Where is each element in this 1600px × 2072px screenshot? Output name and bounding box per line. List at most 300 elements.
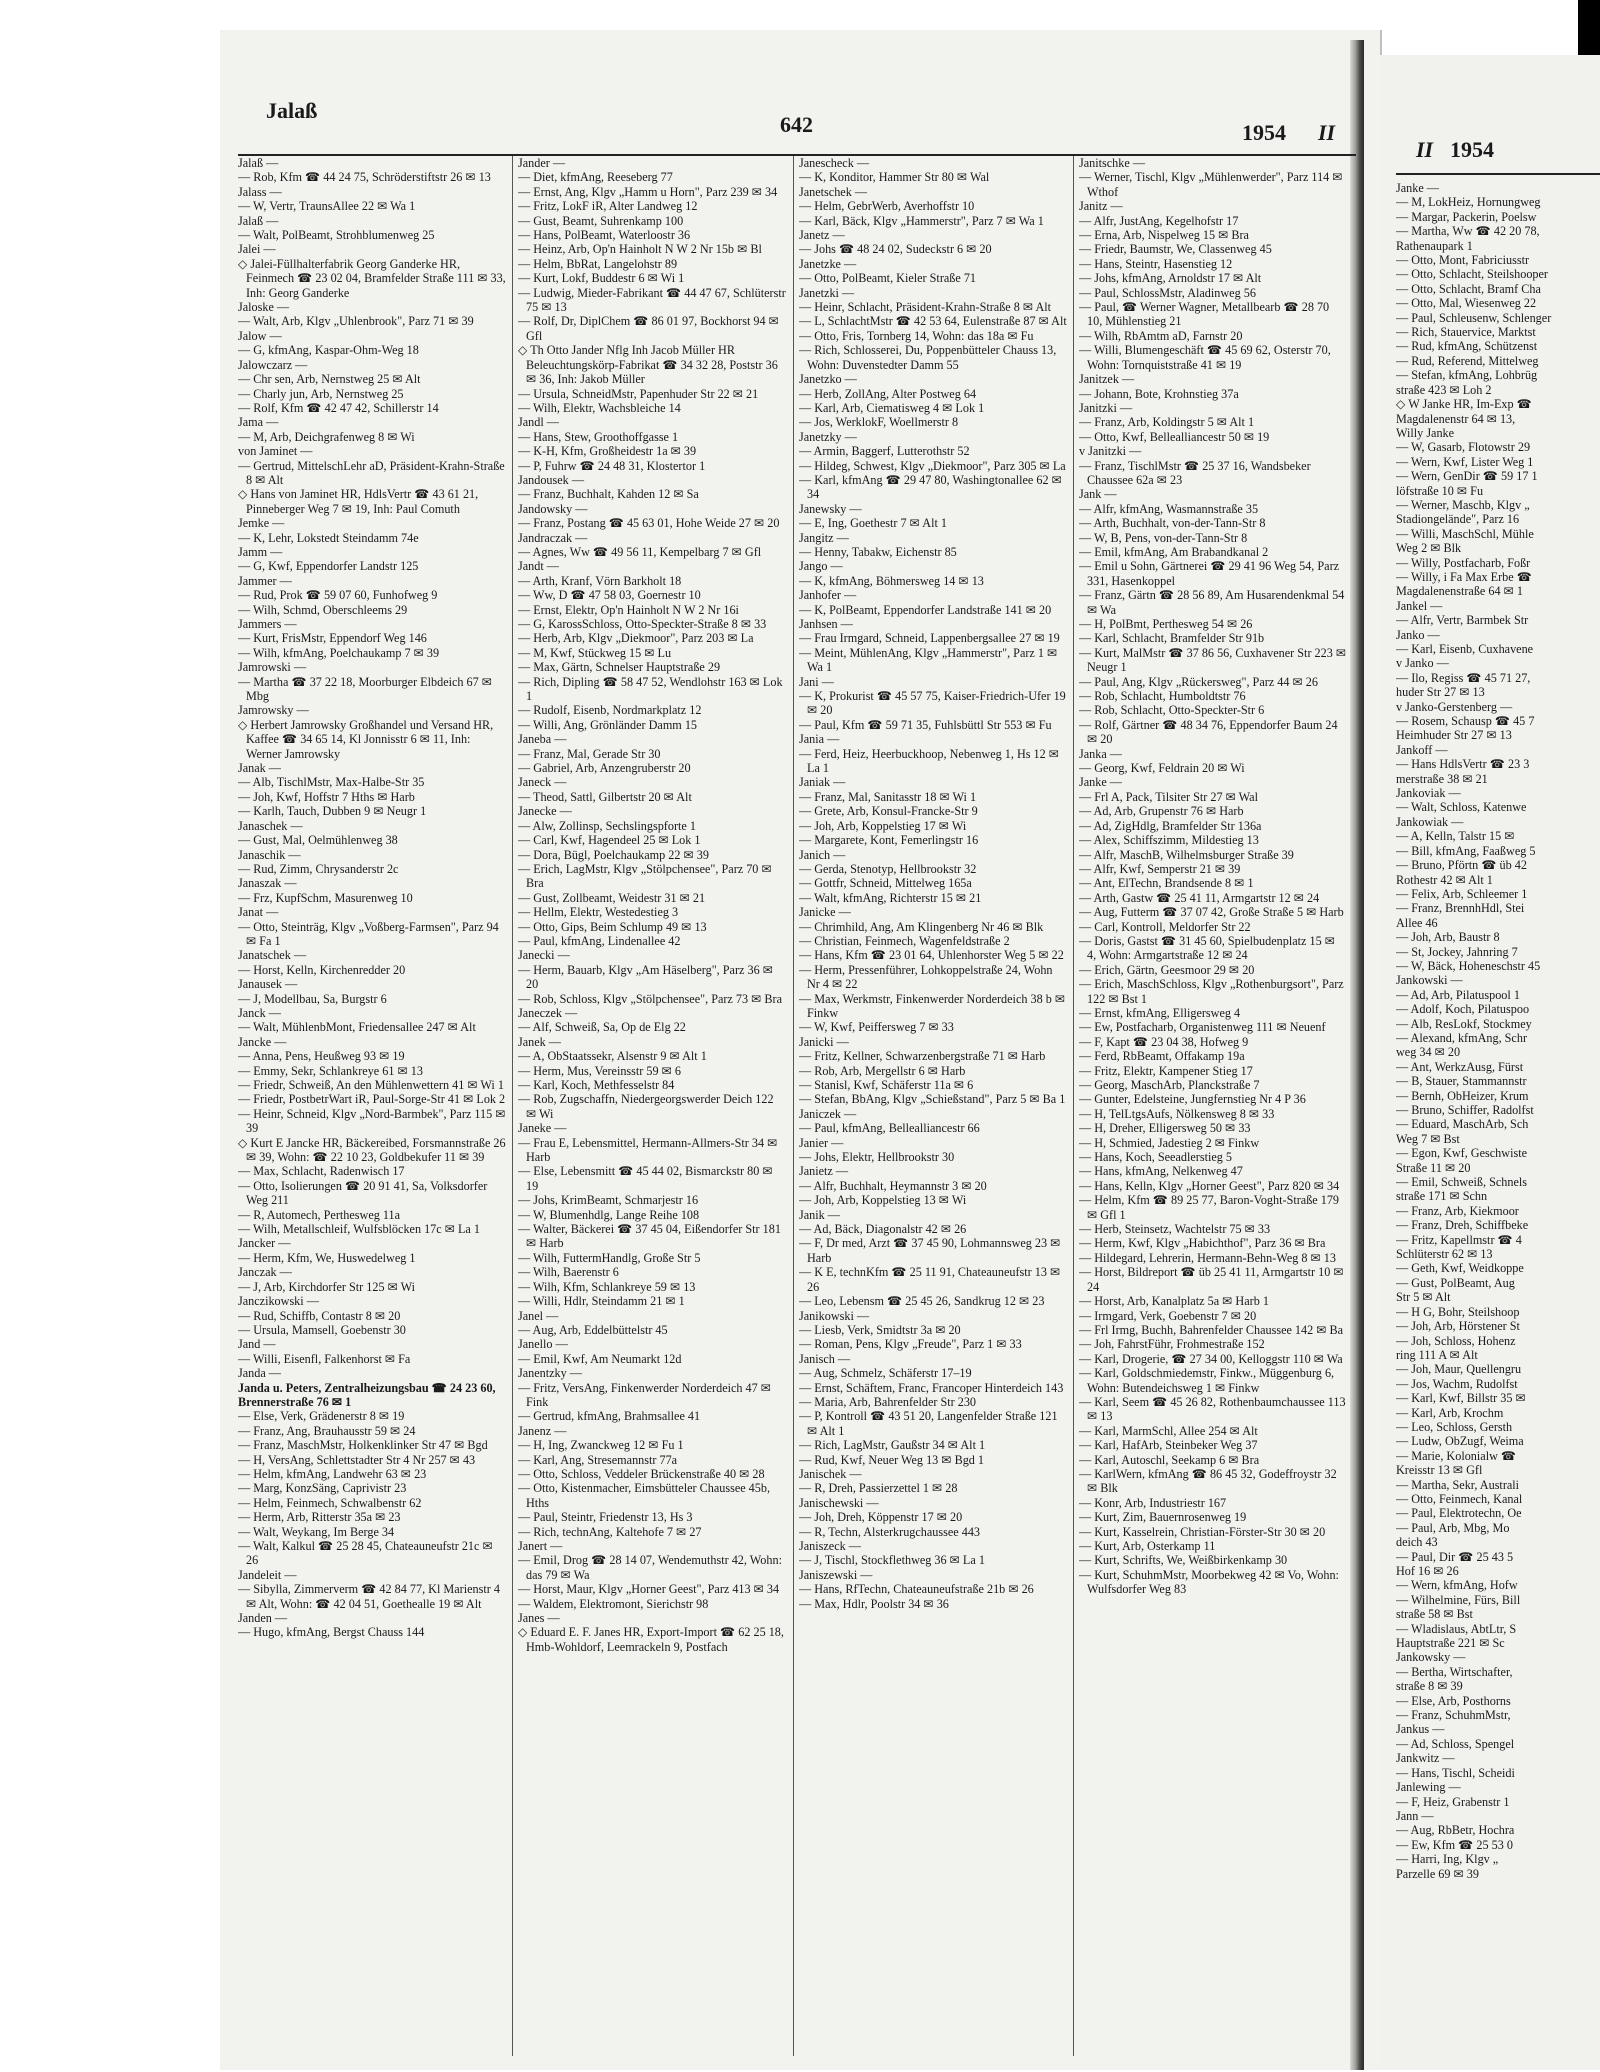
directory-entry: — Agnes, Ww ☎ 49 56 11, Kempelbarg 7 ✉ Gfl xyxy=(518,544,762,559)
directory-entry: — Rob, Schlacht, Otto-Speckter-Str 6 xyxy=(1079,703,1265,718)
surname-heading: Jangitz — xyxy=(799,530,849,545)
directory-entry: — Marg, KonzSäng, Caprivistr 23 xyxy=(238,1481,407,1496)
directory-entry: — Karl, Autoschl, Seekamp 6 ✉ Bra xyxy=(1079,1452,1260,1467)
directory-entry: — Martha, Ww ☎ 42 20 78, xyxy=(1396,224,1540,239)
directory-entry: — Joh, Arb, Baustr 8 xyxy=(1396,930,1500,945)
directory-entry: — Harri, Ing, Klgv „ xyxy=(1396,1852,1499,1867)
directory-entry: — Emil, kfmAng, Am Brabandkanal 2 xyxy=(1079,544,1269,559)
directory-entry: — Karl, Arb, Ciematisweg 4 ✉ Lok 1 xyxy=(799,400,985,415)
directory-entry: — Aug, Futterm ☎ 37 07 42, Große Straße 5 ✉ Harb xyxy=(1079,905,1344,920)
directory-entry: — Hans, Kfm ☎ 23 01 64, Uhlenhorster Weg 5 ✉ 22 xyxy=(799,948,1064,963)
directory-entry: — Heinr, Schlacht, Präsident-Krahn-Straße 8 ✉ Alt xyxy=(799,300,1052,315)
directory-entry: — Stefan, BbAng, Klgv „Schießstand", Parz 5 ✉ Ba 1 xyxy=(799,1092,1066,1107)
surname-heading: Janck — xyxy=(238,1005,281,1020)
directory-entry: — Otto, Kwf, Belleallianсestr 50 ✉ 19 xyxy=(1079,429,1270,444)
surname-heading: Janetzke — xyxy=(799,256,857,271)
surname-heading: Janczikowski — xyxy=(238,1294,319,1309)
surname-heading: Janden — xyxy=(238,1611,288,1626)
directory-entry: — Paul, SchlossMstr, Aladinweg 56 xyxy=(1079,285,1256,300)
directory-entry: — Wilh, FuttermHandlg, Große Str 5 xyxy=(518,1250,701,1265)
surname-heading: Jankel — xyxy=(1396,598,1443,613)
directory-entry: — Willi, Blumengeschäft ☎ 45 69 62, Osterstr 70, Wohn: Tornquiststraße 41 ✉ 19 xyxy=(1079,343,1331,372)
directory-entry: — Franz, Mal, Sanitasstr 18 ✉ Wi 1 xyxy=(799,789,977,804)
directory-entry: — Walt, Arb, Klgv „Uhlenbrook", Parz 71 ✉ 39 xyxy=(238,314,474,329)
directory-entry: — Aug, Arb, Eddelbüttelstr 45 xyxy=(518,1322,668,1337)
directory-entry: — Franz, Ang, Brauhausstr 59 ✉ 24 xyxy=(238,1423,416,1438)
directory-entry: — Ursula, SchneidMstr, Papenhuder Str 22 ✉ 21 xyxy=(518,386,759,401)
directory-entry: — Otto, Feinmech, Kanal xyxy=(1396,1491,1523,1506)
directory-entry: — Wilh, Schmd, Oberschleems 29 xyxy=(238,602,408,617)
surname-heading: Jandeleit — xyxy=(238,1567,297,1582)
surname-heading: Jalei — xyxy=(238,242,276,257)
directory-entry: — Franz, Mal, Gerade Str 30 xyxy=(518,746,661,761)
directory-entry: — Wladislaus, AbtLtr, S xyxy=(1396,1621,1517,1636)
directory-entry: — Otto, Schlacht, Bramf Cha xyxy=(1396,281,1541,296)
surname-heading: Jancke — xyxy=(238,1034,287,1049)
directory-entry: — Helm, BbRat, Langelohstr 89 xyxy=(518,256,678,271)
surname-heading: Janaschek — xyxy=(238,818,303,833)
surname-heading: Jalow — xyxy=(238,328,282,343)
directory-entry: — Karl, Schlacht, Bramfelder Str 91b xyxy=(1079,631,1265,646)
surname-heading: Janik — xyxy=(799,1207,840,1222)
surname-heading: Janetzki — xyxy=(799,285,855,300)
directory-entry: — Roman, Pens, Klgv „Freude", Parz 1 ✉ 33 xyxy=(799,1337,1022,1352)
directory-entry: — Willy, Postfacharb, Foßr xyxy=(1396,555,1531,570)
directory-entry: — Otto, Schloss, Veddeler Brückenstraße 40 ✉ 28 xyxy=(518,1466,765,1481)
surname-heading: Janitschke — xyxy=(1079,156,1146,170)
directory-entry: — Ludw, ObZugf, Weima xyxy=(1396,1434,1524,1449)
directory-entry: — Joh, Arb, Hörstener St xyxy=(1396,1319,1520,1334)
directory-entry: — Fritz, Elektr, Kampener Stieg 17 xyxy=(1079,1063,1253,1078)
directory-entry: — Jos, WerklokF, Woellmerstr 8 xyxy=(799,415,959,430)
directory-column-1 xyxy=(238,156,506,2056)
directory-entry: — J, Modellbau, Sa, Burgstr 6 xyxy=(238,991,387,1006)
directory-entry: Str 5 ✉ Alt xyxy=(1396,1290,1451,1305)
directory-entry: — Karl, Koch, Methfesselstr 84 xyxy=(518,1078,675,1092)
directory-entry: — Ad, ZigHdlg, Bramfelder Str 136a xyxy=(1079,818,1262,833)
surname-heading: Janak — xyxy=(238,761,281,776)
surname-heading: Janausek — xyxy=(238,977,298,992)
directory-entry: — W, Bäck, Hoheneschstr 45 xyxy=(1396,958,1541,973)
directory-entry: — Ad, Arb, Grupenstr 76 ✉ Harb xyxy=(1079,804,1244,819)
directory-entry: — Karl, HafArb, Steinbeker Weg 37 xyxy=(1079,1438,1258,1453)
directory-entry: — K, Konditor, Hammer Str 80 ✉ Wal xyxy=(799,170,990,185)
surname-heading: Janek — xyxy=(518,1034,561,1049)
directory-entry: — Rolf, Kfm ☎ 42 47 42, Schillerstr 14 xyxy=(238,400,439,415)
directory-entry: Rothestr 42 ✉ Alt 1 xyxy=(1396,872,1493,887)
directory-entry: — L, SchlachtMstr ☎ 42 53 64, Eulenstraße 87 ✉ Alt xyxy=(799,314,1067,329)
surname-heading: Janiczek — xyxy=(799,1106,857,1121)
directory-entry: — Grete, Arb, Konsul-Francke-Str 9 xyxy=(799,804,978,819)
directory-entry: — Franz, Postang ☎ 45 63 01, Hohe Weide 27 ✉ 20 xyxy=(518,516,780,531)
directory-entry: — K, Prokurist ☎ 45 57 75, Kaiser-Friedrich-Ufer 19 ✉ 20 xyxy=(799,689,1066,718)
directory-entry: — Gertrud, MittelschLehr aD, Präsident-Krahn-Straße 8 ✉ Alt xyxy=(238,458,505,487)
directory-entry: straße 423 ✉ Loh 2 xyxy=(1396,382,1492,397)
directory-entry: — Karl, Seem ☎ 45 26 82, Rothenbaumchaussee 113 ✉ 13 xyxy=(1079,1394,1346,1424)
directory-entry: — Jos, Wachm, Rudolfst xyxy=(1396,1376,1518,1391)
directory-entry: — Franz, Arb, Kiekmoor xyxy=(1396,1203,1519,1218)
surname-heading: Janello — xyxy=(518,1337,568,1352)
directory-entry: — Joh, Arb, Koppelstieg 17 ✉ Wi xyxy=(799,818,967,833)
directory-entry: — Alexand, kfmAng, Schr xyxy=(1396,1030,1527,1045)
directory-entry: — R, Dreh, Passierzettel 1 ✉ 28 xyxy=(799,1481,958,1496)
directory-entry: — Walt, Schloss, Katenwe xyxy=(1396,800,1527,815)
surname-heading: Jamrowsky — xyxy=(238,703,309,718)
directory-entry: — Frz, KupfSchm, Masurenweg 10 xyxy=(238,890,413,905)
directory-entry: — Stefan, kfmAng, Lohbrüg xyxy=(1396,368,1538,383)
directory-entry: — H, Schmied, Jadestieg 2 ✉ Finkw xyxy=(1079,1135,1260,1150)
directory-entry: — R, Automech, Perthesweg 11a xyxy=(238,1207,401,1222)
directory-entry: — Bill, kfmAng, Faaßweg 5 xyxy=(1396,843,1536,858)
surname-heading: Janiszeck — xyxy=(799,1539,861,1553)
directory-entry: — Paul, Schleusenw, Schlenger xyxy=(1396,310,1552,325)
running-head-left: Jalaß xyxy=(266,98,318,123)
directory-entry: — Else, Lebensmitt ☎ 45 44 02, Bismarckstr 80 ✉ 19 xyxy=(518,1164,773,1193)
surname-heading: Jandt — xyxy=(518,559,559,574)
surname-heading: Janka — xyxy=(1079,746,1122,761)
directory-entry: weg 34 ✉ 20 xyxy=(1396,1045,1461,1060)
directory-entry: — F, Heiz, Grabenstr 1 xyxy=(1396,1794,1510,1809)
directory-entry: — Stanisl, Kwf, Schäferstr 11a ✉ 6 xyxy=(799,1078,974,1092)
directory-entry: — Joh, FahrstFühr, Frohmestraße 152 xyxy=(1079,1337,1265,1352)
directory-entry: — Liesb, Verk, Smidtstr 3a ✉ 20 xyxy=(799,1322,961,1337)
directory-entry: — Erich, Gärtn, Geesmoor 29 ✉ 20 xyxy=(1079,962,1255,977)
directory-entry: Allee 46 xyxy=(1396,915,1438,930)
directory-entry: — W, Gasarb, Flotowstr 29 xyxy=(1396,440,1531,455)
directory-entry: straße 58 ✉ Bst xyxy=(1396,1607,1473,1622)
directory-entry: — Franz, Gärtn ☎ 28 56 89, Am Husarendenkmal 54 ✉ Wa xyxy=(1079,588,1345,617)
directory-entry: — Paul, ☎ Werner Wagner, Metallbearb ☎ 28 70 10, Mühlenstieg 21 xyxy=(1079,300,1330,329)
directory-entry: — Willy, i Fa Max Erbe ☎ xyxy=(1396,569,1532,584)
directory-entry: — Bruno, Schiffer, Radolfst xyxy=(1396,1103,1534,1117)
page-number: 642 xyxy=(780,112,813,137)
directory-entry: — Rob, Schlacht, Humboldtstr 76 xyxy=(1079,689,1246,704)
surname-heading: v Janko-Gerstenberg — xyxy=(1396,699,1513,714)
directory-entry: — Hans, Koch, Seeadlerstieg 5 xyxy=(1079,1150,1232,1165)
directory-entry: — Rosem, Schausp ☎ 45 7 xyxy=(1396,714,1535,729)
directory-entry: — Else, Arb, Posthorns xyxy=(1396,1693,1511,1708)
directory-entry: — Ernst, Ang, Klgv „Hamm u Horn", Parz 239 ✉ 34 xyxy=(518,184,778,199)
directory-entry: — B, Stauer, Stammannstr xyxy=(1396,1074,1527,1089)
directory-entry: — Gust, Mal, Oelmühlenweg 38 xyxy=(238,833,398,848)
surname-heading: Jalaß — xyxy=(238,156,279,170)
directory-entry: — Alex, Schiffszimm, Mildestieg 13 xyxy=(1079,833,1259,848)
directory-entry: Magdalenenstraße 64 ✉ 1 xyxy=(1396,584,1523,599)
directory-entry: — Emil u Sohn, Gärtnerei ☎ 29 41 96 Weg 54, Parz 331, Hasenkoppel xyxy=(1079,559,1340,588)
directory-entry: — Ferd, RbBeamt, Offakamp 19a xyxy=(1079,1049,1245,1064)
directory-entry: — K, PolBeamt, Eppendorfer Landstraße 141 ✉ 20 xyxy=(799,602,1052,617)
directory-column-2 xyxy=(518,156,786,2056)
directory-entry: — Ilo, Regiss ☎ 45 71 27, xyxy=(1396,670,1531,685)
directory-entry: — Erich, MaschSchloss, Klgv „Rothenburgsort", Parz 122 ✉ Bst 1 xyxy=(1079,977,1344,1006)
directory-entry: — Herb, ZollAng, Alter Postweg 64 xyxy=(799,386,977,401)
directory-entry: — Geth, Kwf, Weidkoppe xyxy=(1396,1261,1524,1276)
next-page-fragment xyxy=(1380,55,1600,2070)
surname-heading: Janietz — xyxy=(799,1164,849,1179)
directory-entry: — Karl, kfmAng ☎ 29 47 80, Washingtonallee 62 ✉ 34 xyxy=(799,472,1062,502)
directory-entry: — Otto, PolBeamt, Kieler Straße 71 xyxy=(799,271,977,286)
directory-entry: — Otto, Schlacht, Steilshooper xyxy=(1396,267,1548,282)
next-page-volume: II xyxy=(1416,137,1434,162)
surname-heading: Janicke — xyxy=(799,905,851,920)
directory-entry: — Wilhelmine, Fürs, Bill xyxy=(1396,1592,1521,1607)
surname-heading: Janiszewski — xyxy=(799,1567,873,1582)
directory-entry: — Margarete, Kont, Femerlingstr 16 xyxy=(799,833,979,848)
directory-entry: Schlüterstr 62 ✉ 13 xyxy=(1396,1247,1493,1262)
directory-entry: — Heinz, Arb, Op'n Hainholt N W 2 Nr 15b ✉ Bl xyxy=(518,242,762,257)
directory-entry: — Egon, Kwf, Geschwiste xyxy=(1396,1146,1527,1161)
surname-heading: Janicki — xyxy=(799,1034,849,1049)
directory-entry: — Bruno, Pförtn ☎ üb 42 xyxy=(1396,858,1527,873)
surname-heading: Jank — xyxy=(1079,487,1117,502)
directory-entry: — Ant, ElTechn, Brandsende 8 ✉ 1 xyxy=(1079,876,1254,891)
directory-entry: — Johs, Elektr, Hellbrookstr 30 xyxy=(799,1150,955,1165)
directory-entry: — Diet, kfmAng, Reeseberg 77 xyxy=(518,170,673,185)
surname-heading: Janetzky — xyxy=(799,429,857,444)
directory-entry: — Willi, Hdlr, Steindamm 21 ✉ 1 xyxy=(518,1294,685,1309)
directory-entry: — Meint, MühlenAng, Klgv „Hammerstr", Parz 1 ✉ Wa 1 xyxy=(799,645,1058,675)
directory-entry: — Max, Werkmstr, Finkenwerder Norderdeich 38 b ✉ Finkw xyxy=(799,991,1066,1020)
directory-entry: — Werner, Maschb, Klgv „ xyxy=(1396,497,1530,512)
directory-entry: — Walt, PolBeamt, Strohblumenweg 25 xyxy=(238,228,435,243)
surname-heading: Jani — xyxy=(799,674,834,689)
directory-entry: — Paul, Ang, Klgv „Rückersweg", Parz 44 ✉ 26 xyxy=(1079,674,1318,689)
page-year: 1954 xyxy=(1242,120,1286,145)
surname-heading: Janisch — xyxy=(799,1351,851,1366)
directory-entry: — Rud, Schiffb, Contastr 8 ✉ 20 xyxy=(238,1308,401,1323)
directory-entry: — Karl, Drogerie, ☎ 27 34 00, Kelloggstr 110 ✉ Wa xyxy=(1079,1351,1343,1366)
directory-entry: — Herb, Steinsetz, Wachtelstr 75 ✉ 33 xyxy=(1079,1222,1271,1237)
directory-entry: — Ew, Postfacharb, Organistenweg 111 ✉ Neuenf xyxy=(1079,1020,1326,1035)
directory-entry: — Paul, Arb, Mbg, Mo xyxy=(1396,1520,1510,1535)
directory-entry: — Joh, Kwf, Hoffstr 7 Hths ✉ Harb xyxy=(238,789,415,804)
directory-entry: — Christian, Feinmech, Wagenfeldstraße 2 xyxy=(799,933,1010,948)
surname-heading: Janikowski — xyxy=(799,1308,870,1323)
directory-entry: — K, Lehr, Lokstedt Steindamm 74e xyxy=(238,530,419,545)
directory-entry: — Rob, Kfm ☎ 44 24 75, Schröderstiftstr 26 ✉ 13 xyxy=(238,170,491,185)
surname-heading: Jalaß — xyxy=(238,213,279,228)
directory-entry: — Fritz, Kapellmstr ☎ 4 xyxy=(1396,1232,1522,1247)
directory-entry: — Bertha, Wirtschafter, xyxy=(1396,1664,1513,1679)
directory-entry: — Ernst, Schäftem, Franc, Francoper Hinterdeich 143 xyxy=(799,1380,1064,1395)
surname-heading: Jamm — xyxy=(238,544,283,559)
surname-heading: Jalass — xyxy=(238,184,282,199)
directory-entry: — Felix, Arb, Schleemer 1 xyxy=(1396,886,1528,901)
directory-entry: — K, kfmAng, Böhmersweg 14 ✉ 13 xyxy=(799,573,984,588)
surname-heading: Janhsen — xyxy=(799,617,853,631)
directory-entry: straße 171 ✉ Schn xyxy=(1396,1189,1488,1204)
directory-entry: — Alfr, MaschB, Wilhelmsburger Straße 39 xyxy=(1079,847,1294,862)
directory-entry: — K E, technKfm ☎ 25 11 91, Chateauneufstr 13 ✉ 26 xyxy=(799,1265,1061,1294)
directory-entry: — Rolf, Gärtner ☎ 48 34 76, Eppendorfer Baum 24 ✉ 20 xyxy=(1079,717,1338,747)
directory-entry: — Gerda, Stenotyp, Hellbrookstr 32 xyxy=(799,861,977,876)
surname-heading: Janke — xyxy=(1396,181,1439,195)
directory-entry: — A, Kelln, Talstr 15 ✉ xyxy=(1396,829,1515,844)
directory-entry: — Joh, Dreh, Köppenstr 17 ✉ 20 xyxy=(799,1510,963,1525)
directory-entry: ◇ Kurt E Jancke HR, Bäckereibed, Forsmannstraße 26 ✉ 39, Wohn: ☎ 22 10 23, Goldbekufer 11 ✉ 39 xyxy=(238,1135,506,1165)
directory-entry: — Frl A, Pack, Tilsiter Str 27 ✉ Wal xyxy=(1079,789,1258,804)
directory-entry: — Erna, Arb, Nispelweg 15 ✉ Bra xyxy=(1079,228,1249,243)
directory-entry: — Marie, Kolonialw ☎ xyxy=(1396,1448,1517,1463)
directory-entry: — Chr sen, Arb, Nernstweg 25 ✉ Alt xyxy=(238,372,421,387)
surname-heading: Jankus — xyxy=(1396,1722,1445,1737)
surname-heading: Janetzko — xyxy=(799,372,857,387)
directory-entry: — Helm, kfmAng, Landwehr 63 ✉ 23 xyxy=(238,1466,427,1481)
surname-heading: von Jaminet — xyxy=(238,444,313,459)
directory-entry: — Herm, Bauarb, Klgv „Am Häselberg", Parz 36 ✉ 20 xyxy=(518,962,773,992)
directory-entry: — Rich, technAng, Kaltehofe 7 ✉ 27 xyxy=(518,1524,702,1539)
surname-heading: Janecki — xyxy=(518,948,570,963)
directory-entry: — Rolf, Dr, DiplChem ☎ 86 01 97, Bockhorst 94 ✉ Gfl xyxy=(518,314,779,343)
directory-entry: — Doris, Gastst ☎ 31 45 60, Spielbudenplatz 15 ✉ 4, Wohn: Armgartstraße 12 ✉ 24 xyxy=(1079,933,1335,963)
directory-entry: Magdalenenstr 64 ✉ 13, xyxy=(1396,411,1516,426)
surname-heading: Janiak — xyxy=(799,775,846,790)
directory-entry: — Else, Verk, Grädenerstr 8 ✉ 19 xyxy=(238,1409,405,1424)
directory-entry: — Rich, Schlosserei, Du, Poppenbütteler Chauss 13, Wohn: Duvenstedter Damm 55 xyxy=(799,343,1057,372)
directory-entry: — Alb, ResLokf, Stockmey xyxy=(1396,1016,1532,1031)
directory-entry: ◇ Herbert Jamrowsky Großhandel und Versand HR, Kaffee ☎ 34 65 14, Kl Jonnisstr 6 ✉ 11, Inh: Werner Jamrowsky xyxy=(238,717,494,761)
directory-entry: huder Str 27 ✉ 13 xyxy=(1396,685,1485,700)
directory-entry: — Johs ☎ 48 24 02, Sudeckstr 6 ✉ 20 xyxy=(799,242,992,257)
directory-entry: — Karl, Ang, Stresemannstr 77a xyxy=(518,1452,678,1467)
directory-entry: — Kurt, Lokf, Buddestr 6 ✉ Wi 1 xyxy=(518,271,685,286)
directory-entry: — Otto, Isolierungen ☎ 20 91 41, Sa, Volksdorfer Weg 211 xyxy=(238,1178,488,1208)
directory-entry: — Rob, Schloss, Klgv „Stölpchensee", Parz 73 ✉ Bra xyxy=(518,991,782,1006)
directory-entry: — Leo, Schloss, Gersth xyxy=(1396,1419,1513,1434)
directory-entry: ◇ W Janke HR, Im-Exp ☎ xyxy=(1396,397,1532,412)
next-page-header-rule xyxy=(1396,173,1600,175)
directory-entry: — Franz, TischlMstr ☎ 25 37 16, Wandsbeker Chaussee 62a ✉ 23 xyxy=(1079,458,1311,487)
directory-entry: — Alfr, JustAng, Kegelhofstr 17 xyxy=(1079,213,1239,228)
directory-entry: — Alf, Schweiß, Sa, Op de Elg 22 xyxy=(518,1020,686,1035)
surname-heading: Janeke — xyxy=(518,1121,567,1136)
directory-entry: — Charly jun, Arb, Nernstweg 25 xyxy=(238,386,404,401)
directory-entry: — W, Kwf, Peiffersweg 7 ✉ 33 xyxy=(799,1020,954,1035)
directory-entry: — Willi, Eisenfl, Falkenhorst ✉ Fa xyxy=(238,1351,411,1366)
directory-entry: — Paul, Kfm ☎ 59 71 35, Fuhlsbüttl Str 553 ✉ Fu xyxy=(799,717,1052,732)
directory-entry: — Paul, Steintr, Friedenstr 13, Hs 3 xyxy=(518,1510,693,1525)
directory-entry: Heimhuder Str 27 ✉ 13 xyxy=(1396,728,1512,743)
directory-entry: — Kurt, Zim, Bauernrosenweg 19 xyxy=(1079,1510,1247,1525)
directory-entry: — Rud, Zimm, Chrysanderstr 2c xyxy=(238,861,399,876)
surname-heading: Jandousek — xyxy=(518,472,585,487)
directory-entry: — Wern, kfmAng, Hofw xyxy=(1396,1578,1518,1593)
directory-entry: — Alfr, Buchhalt, Heymannstr 3 ✉ 20 xyxy=(799,1178,987,1193)
directory-entry: — Chrimhild, Ang, Am Klingenberg Nr 46 ✉ Blk xyxy=(799,919,1044,934)
directory-entry: — Karl, Bäck, Klgv „Hammerstr", Parz 7 ✉ Wa 1 xyxy=(799,213,1044,228)
surname-heading: v Janko — xyxy=(1396,656,1449,671)
surname-heading: Janecke — xyxy=(518,804,572,819)
directory-entry: — Wilh, kfmAng, Poelchaukamp 7 ✉ 39 xyxy=(238,645,440,660)
directory-entry: — Johs, kfmAng, Arnoldstr 17 ✉ Alt xyxy=(1079,271,1262,286)
surname-heading: Jalowczarz — xyxy=(238,357,308,372)
directory-entry: — Irmgard, Verk, Goebenstr 7 ✉ 20 xyxy=(1079,1308,1257,1323)
surname-heading: Janich — xyxy=(799,847,846,862)
directory-entry: Kreisstr 13 ✉ Gfl xyxy=(1396,1463,1483,1478)
directory-entry: ◇ Hans von Jaminet HR, HdlsVertr ☎ 43 61 21, Pinneberger Weg 7 ✉ 19, Inh: Paul Comuth xyxy=(238,487,479,516)
surname-heading: Janda — xyxy=(238,1366,281,1381)
directory-entry: — Helm, Feinmech, Schwalbenstr 62 xyxy=(238,1495,422,1510)
directory-entry: — Friedr, Baumstr, We, Classenweg 45 xyxy=(1079,242,1272,257)
surname-heading: Janatschek — xyxy=(238,948,307,963)
directory-entry: — Rudolf, Eisenb, Nordmarkplatz 12 xyxy=(518,703,702,718)
surname-heading: Janke — xyxy=(1079,775,1122,790)
directory-entry: — Arth, Gastw ☎ 25 41 11, Armgartstr 12 ✉ 24 xyxy=(1079,890,1320,905)
directory-entry: — Ad, Bäck, Diagonalstr 42 ✉ 26 xyxy=(799,1222,967,1237)
directory-entry: — M, Arb, Deichgrafenweg 8 ✉ Wi xyxy=(238,429,415,444)
directory-entry: — Erich, LagMstr, Klgv „Stölpchensee", Parz 70 ✉ Bra xyxy=(518,861,772,891)
directory-entry: — Aug, RbBetr, Hochra xyxy=(1396,1823,1515,1838)
directory-entry: — Friedr, PostbetrWart iR, Paul-Sorge-Str 41 ✉ Lok 2 xyxy=(238,1092,506,1107)
directory-entry: — Walt, Kalkul ☎ 25 28 45, Chateauneufstr 21c ✉ 26 xyxy=(238,1539,493,1568)
directory-entry: — Eduard, MaschArb, Sch xyxy=(1396,1117,1529,1132)
directory-entry: — Kurt, Kasselrein, Christian-Förster-Str 30 ✉ 20 xyxy=(1079,1524,1326,1539)
directory-entry: — Emil, Schweiß, Schnels xyxy=(1396,1175,1528,1190)
directory-entry: Weg 2 ✉ Blk xyxy=(1396,541,1462,556)
directory-entry: — Carl, Kwf, Hagendeel 25 ✉ Lok 1 xyxy=(518,833,701,848)
directory-entry: — Wilh, RbAmtm aD, Farnstr 20 xyxy=(1079,328,1243,343)
directory-entry: — Kurt, MalMstr ☎ 37 86 56, Cuxhavener Str 223 ✉ Neugr 1 xyxy=(1079,645,1347,675)
directory-entry: — H, TelLtgsAufs, Nölkensweg 8 ✉ 33 xyxy=(1079,1106,1275,1121)
directory-entry: — Willi, Ang, Grönländer Damm 15 xyxy=(518,717,698,732)
directory-entry: — Rud, Referend, Mittelweg xyxy=(1396,353,1539,368)
directory-entry: — Aug, Schmelz, Schäferstr 17–19 xyxy=(799,1366,972,1381)
directory-entry: — Gust, Beamt, Suhrenkamp 100 xyxy=(518,213,684,228)
directory-entry: — J, Tischl, Stockflethweg 36 ✉ La 1 xyxy=(799,1553,985,1568)
surname-heading: Jankwitz — xyxy=(1396,1751,1455,1766)
directory-entry: — Otto, Mal, Wiesenweg 22 xyxy=(1396,296,1537,311)
directory-entry: — G, KarossSchloss, Otto-Speckter-Straße 8 ✉ 33 xyxy=(518,617,767,631)
directory-entry: — Otto, Kistenmacher, Eimsbütteler Chaussee 45b, Hths xyxy=(518,1481,771,1510)
directory-entry: — Paul, kfmAng, Lindenallee 42 xyxy=(518,933,681,948)
directory-entry: — Waldem, Elektromont, Sierichstr 98 xyxy=(518,1596,709,1611)
directory-entry: — Horst, Bildreport ☎ üb 25 41 11, Armgartstr 10 ✉ 24 xyxy=(1079,1265,1344,1294)
directory-entry: — Fritz, LokF iR, Alter Landweg 12 xyxy=(518,199,698,214)
directory-entry: Weg 7 ✉ Bst xyxy=(1396,1131,1460,1146)
surname-heading: Jann — xyxy=(1396,1808,1434,1823)
surname-heading: Janetz — xyxy=(799,228,845,243)
directory-entry: — Rud, Kwf, Neuer Weg 13 ✉ Bgd 1 xyxy=(799,1452,985,1467)
directory-entry: — Hans, Steintr, Hasenstieg 12 xyxy=(1079,256,1233,271)
directory-entry: — Otto, Steinträg, Klgv „Voßberg-Farmsen", Parz 94 ✉ Fa 1 xyxy=(238,919,499,948)
scan-edge-bar xyxy=(1578,0,1600,60)
next-page-column xyxy=(1396,181,1600,2061)
surname-heading: Janert — xyxy=(518,1539,563,1553)
directory-entry: — Maria, Arb, Bahrenfelder Str 230 xyxy=(799,1394,977,1409)
directory-entry: — Rob, Arb, Mergellstr 6 ✉ Harb xyxy=(799,1063,966,1078)
directory-entry: — Joh, Schloss, Hohenz xyxy=(1396,1333,1516,1348)
directory-entry: — F, Dr med, Arzt ☎ 37 45 90, Lohmannsweg 23 ✉ Harb xyxy=(799,1236,1061,1265)
directory-entry: — Ludwig, Mieder-Fabrikant ☎ 44 47 67, Schlüterstr 75 ✉ 13 xyxy=(518,285,786,315)
surname-heading: Jandraczak — xyxy=(518,530,588,545)
next-page-year: 1954 xyxy=(1450,137,1494,162)
directory-entry: — Anna, Pens, Heußweg 93 ✉ 19 xyxy=(238,1049,405,1064)
directory-entry: — Werner, Tischl, Klgv „Mühlenwerder", Parz 114 ✉ Wthof xyxy=(1079,170,1343,199)
directory-entry: — Wilh, Baerenstr 6 xyxy=(518,1265,619,1280)
directory-entry: ◇ Jalei-Füllhalterfabrik Georg Ganderke HR, Feinmech ☎ 23 02 04, Bramfelder Straße 111 ✉ 33, Inh: Georg Ganderke xyxy=(238,256,506,300)
directory-entry: — Frau E, Lebensmittel, Hermann-Allmers-Str 34 ✉ Harb xyxy=(518,1135,778,1165)
directory-entry: — G, kfmAng, Kaspar-Ohm-Weg 18 xyxy=(238,343,419,358)
directory-entry: ◇ Eduard E. F. Janes HR, Export-Import ☎ 62 25 18, Hmb-Wohldorf, Leemrackeln 9, Postfach xyxy=(518,1625,784,1654)
directory-entry: — Rich, LagMstr, Gaußstr 34 ✉ Alt 1 xyxy=(799,1438,986,1453)
directory-entry: — Joh, Arb, Koppelstieg 13 ✉ Wi xyxy=(799,1193,967,1208)
directory-entry: — Herm, Kfm, We, Huswedelweg 1 xyxy=(238,1250,416,1265)
directory-entry: — Johs, KrimBeamt, Schmarjestr 16 xyxy=(518,1193,699,1208)
directory-entry: — Emil, Kwf, Am Neumarkt 12d xyxy=(518,1351,682,1366)
directory-entry: — Rud, kfmAng, Schützenst xyxy=(1396,339,1538,354)
directory-entry: — Hans, kfmAng, Nelkenweg 47 xyxy=(1079,1164,1243,1179)
directory-entry: — Theod, Sattl, Gilbertstr 20 ✉ Alt xyxy=(518,789,692,804)
